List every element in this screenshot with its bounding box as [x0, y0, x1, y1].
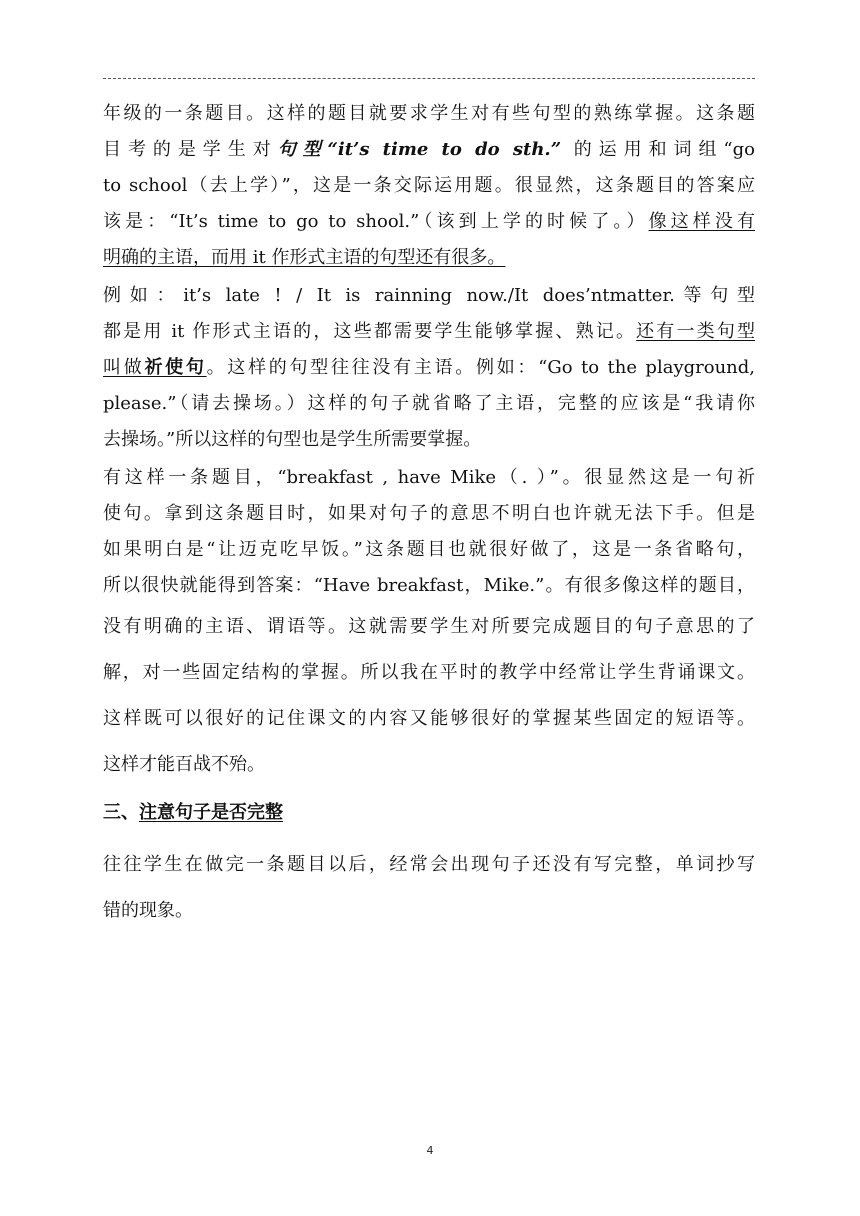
text-run: 错的现象。: [103, 900, 193, 921]
text-run: 所以很快就能得到答案：“Have breakfast，Mike.”。有很多像这样的题目，: [103, 575, 755, 596]
text-run: 例如：it’s late ! / It is rainning now./It does’ntmatter.等句型: [103, 285, 755, 306]
section-heading: [103, 790, 755, 836]
paragraph: [103, 842, 755, 934]
text-line: [103, 650, 755, 696]
paragraph: [103, 96, 755, 276]
text-line: [103, 132, 755, 168]
heading-title: 注意句子是否完整: [139, 802, 283, 823]
text-run: 该是：“It’s time to go to shool.”（该到上学的时候了。）: [103, 211, 649, 232]
text-line: [103, 422, 755, 458]
text-run: to school（去上学）”，这是一条交际运用题。很显然，这条题目的答案应: [103, 175, 755, 196]
text-line: [103, 790, 755, 836]
paragraph: [103, 460, 755, 788]
emphasized-sentence-pattern: 句型“it’s time to do sth.”: [277, 139, 562, 160]
text-run: 这样既可以很好的记住课文的内容又能够很好的掌握某些固定的短语等。: [103, 708, 755, 729]
bold-term: 祈使句: [144, 357, 207, 378]
text-line: [103, 278, 755, 314]
text-line: [103, 460, 755, 496]
text-run: 使句。拿到这条题目时，如果对句子的意思不明白也许就无法下手。但是: [103, 503, 755, 524]
page-number: 4: [426, 1144, 434, 1157]
text-run: please.”（请去操场。）这样的句子就省略了主语，完整的应该是“我请你: [103, 393, 755, 414]
header-divider: [103, 78, 755, 79]
text-line: [103, 696, 755, 742]
text-line: [103, 532, 755, 568]
text-run: 。这样的句型往往没有主语。例如：“Go to the playground,: [206, 357, 756, 378]
text-line: [103, 240, 755, 276]
text-line: [103, 888, 755, 934]
underlined-text: 还有一类句型: [636, 321, 755, 342]
text-line: [103, 168, 755, 204]
text-line: [103, 496, 755, 532]
text-run: 去操场。”所以这样的句型也是学生所需要掌握。: [103, 429, 482, 450]
paragraph: [103, 278, 755, 458]
text-run: 这样才能百战不殆。: [103, 754, 265, 775]
text-run: 没有明确的主语、谓语等。这就需要学生对所要完成题目的句子意思的了: [103, 616, 755, 637]
document-body: [103, 96, 755, 934]
text-run: 年级的一条题目。这样的题目就要求学生对有些句型的熟练掌握。这条题: [103, 103, 755, 124]
text-line: [103, 386, 755, 422]
text-line: [103, 604, 755, 650]
text-line: [103, 314, 755, 350]
text-run: 的运用和词组“go: [561, 139, 755, 160]
text-line: [103, 204, 755, 240]
underlined-text: 像这样没有: [648, 211, 755, 232]
text-run: 解，对一些固定结构的掌握。所以我在平时的教学中经常让学生背诵课文。: [103, 662, 755, 683]
underlined-text: 明确的主语，而用 it 作形式主语的句型还有很多。: [103, 247, 506, 268]
text-line: [103, 568, 755, 604]
text-run: 如果明白是“让迈克吃早饭。”这条题目也就很好做了，这是一条省略句，: [103, 539, 755, 560]
underlined-text: 叫做: [103, 357, 145, 378]
text-run: 都是用 it 作形式主语的，这些都需要学生能够掌握、熟记。: [103, 321, 637, 342]
text-line: [103, 842, 755, 888]
text-run: 往往学生在做完一条题目以后，经常会出现句子还没有写完整，单词抄写: [103, 854, 755, 875]
text-run: 目考的是学生对: [103, 139, 278, 160]
text-line: [103, 96, 755, 132]
text-run: 有这样一条题目，“breakfast , have Mike（. ）”。很显然这是一句祈: [103, 467, 755, 488]
text-line: [103, 350, 755, 386]
heading-number: 三、: [103, 802, 139, 823]
text-line: [103, 742, 755, 788]
